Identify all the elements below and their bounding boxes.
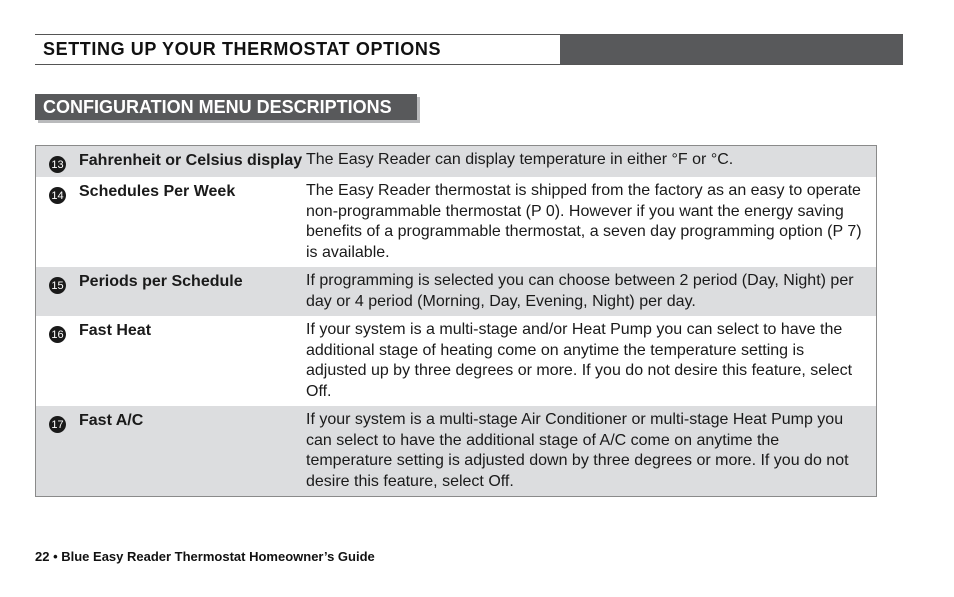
config-menu-table: [35, 145, 877, 497]
option-name: Schedules Per Week: [79, 183, 236, 200]
page-footer: 22 • Blue Easy Reader Thermostat Homeowner’s Guide: [35, 549, 375, 564]
option-name: Fast A/C: [79, 412, 144, 429]
table-row: [36, 177, 876, 267]
section-title: CONFIGURATION MENU DESCRIPTIONS: [35, 94, 417, 120]
option-description: If programming is selected you can choose between 2 period (Day, Night) per day or 4 period (Morning, Day, Evening, Night) per day.: [306, 272, 854, 310]
option-description: The Easy Reader can display temperature in either °F or °C.: [306, 151, 734, 168]
page-title: SETTING UP YOUR THERMOSTAT OPTIONS: [43, 39, 442, 59]
table-row: [36, 316, 876, 406]
table-row: [36, 267, 876, 316]
option-description: If your system is a multi-stage Air Conditioner or multi-stage Heat Pump you can select to have the additional stage of A/C come on anytime the temperature setting is adjusted down by three degrees or more. If you do not desire this feature, select Off.: [306, 411, 849, 490]
option-name: Periods per Schedule: [79, 273, 243, 290]
option-name: Fast Heat: [79, 322, 152, 339]
number-badge: 15: [49, 277, 66, 294]
header-dark-band: [560, 35, 903, 64]
option-name: Fahrenheit or Celsius display: [79, 152, 303, 169]
option-description: If your system is a multi-stage and/or Heat Pump you can select to have the additional stage of heating come on anytime the temperature setting is adjusted up by three degrees or more. If you do not desire this feature, select Off.: [306, 321, 853, 400]
number-badge: 16: [49, 326, 66, 343]
table-row: [36, 406, 876, 496]
table-row: [36, 146, 876, 177]
option-description: The Easy Reader thermostat is shipped from the factory as an easy to operate non-programmable thermostat (P 0). However if you want the energy saving benefits of a programmable thermostat, a seven day programming option (P 7) is available.: [306, 182, 862, 261]
number-badge: 14: [49, 187, 66, 204]
page-header: [35, 34, 903, 65]
number-badge: 13: [49, 156, 66, 173]
number-badge: 17: [49, 416, 66, 433]
